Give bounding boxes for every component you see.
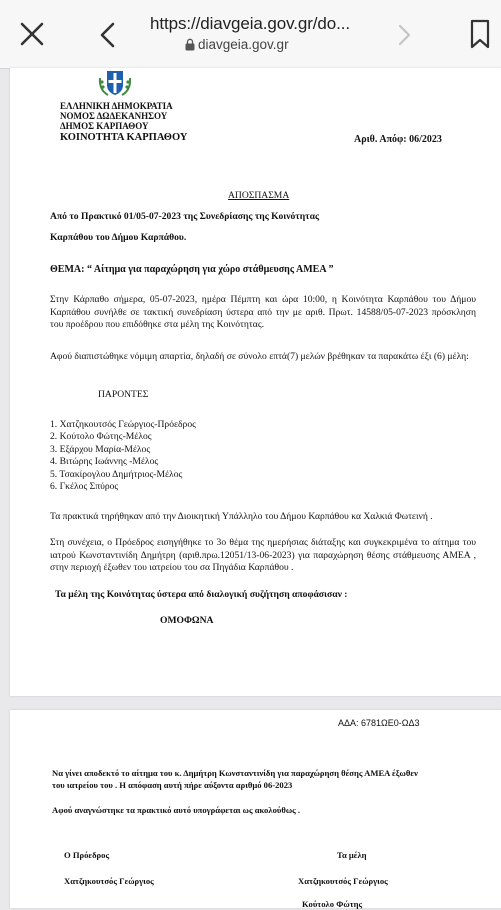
- close-icon[interactable]: [18, 20, 46, 48]
- page-title[interactable]: https://diavgeia.gov.gr/do...: [150, 14, 350, 33]
- document-heading: ΑΠΟΣΠΑΣΜΑ: [228, 190, 290, 201]
- back-chevron-icon[interactable]: [98, 21, 118, 49]
- header-line-2: ΝΟΜΟΣ ΔΩΔΕΚΑΝΗΣΟΥ: [60, 111, 168, 121]
- header-line-4: ΚΟΙΝΟΤΗΤΑ ΚΑΡΠΑΘΟΥ: [60, 132, 188, 143]
- subject-line: ΘΕΜΑ: “ Αίτημα για παραχώρηση για χώρο στάθμευσης ΑΜΕΑ ”: [50, 264, 334, 275]
- members-title: Τα μέλη: [337, 850, 367, 860]
- list-item: 5. Τσακίρογλου Δημήτριος-Μέλος: [50, 468, 183, 480]
- resolution-line-1: Να γίνει αποδεκτό το αίτημα του κ. Δημήτρη Κωνσταντινίδη για παραχώρηση θέσης ΑΜΕΑ έξωθεν: [52, 768, 418, 778]
- members-list: [50, 419, 196, 493]
- forward-chevron-icon[interactable]: [396, 23, 412, 47]
- intro-line-2: Καρπάθου του Δήμου Καρπάθου.: [50, 232, 187, 243]
- present-heading: ΠΑΡΟΝΤΕΣ: [98, 389, 149, 400]
- lock-icon: [185, 38, 195, 51]
- bookmark-icon[interactable]: [470, 19, 490, 49]
- list-item: 3. Εξάρχου Μαρία-Μέλος: [50, 443, 151, 455]
- list-item: 6. Γκέλος Σπύρος: [50, 481, 119, 493]
- resolution-line-2: του ιατρείου του . Η απόφαση αυτή πήρε αύξοντα αριθμό 06-2023: [52, 780, 293, 790]
- document-page-2: [10, 710, 501, 908]
- list-item: 2. Κούτολο Φώτης-Μέλος: [50, 431, 152, 443]
- paragraph-session: Στην Κάρπαθο σήμερα, 05-07-2023, ημέρα Πέμπτη και ώρα 10:00, η Κοινότητα Καρπάθου του Δήμου Καρπάθου συνήλθε σε τακτική συνεδρίαση ύστερα από την με αριθ. Πρωτ. 14588/05-07-2023 πρόσκληση του προέδρου που επιδόθηκε στα μέλη της Κοινότητας.: [50, 294, 476, 330]
- member-name: Κούτολο Φώτης: [302, 899, 363, 909]
- paragraph-minutes: Τα πρακτικά τηρήθηκαν από την Διοικητική Υπάλληλο του Δήμου Καρπάθου κα Χαλκιά Φωτεινή .: [50, 511, 433, 522]
- intro-line-1: Από το Πρακτικό 01/05-07-2023 της Συνεδρίασης της Κοινότητας: [50, 211, 319, 222]
- greek-emblem-icon: [96, 68, 134, 98]
- president-title: Ο Πρόεδρος: [64, 850, 110, 860]
- header-line-3: ΔΗΜΟΣ ΚΑΡΠΑΘΟΥ: [60, 121, 149, 131]
- decision-line: Τα μέλη της Κοινότητας ύστερα από διαλογική συζήτηση αποφάσισαν :: [55, 589, 348, 600]
- url-domain[interactable]: diavgeia.gov.gr: [198, 37, 289, 52]
- member-name: Χατζηκουτσός Γεώργιος: [298, 876, 388, 886]
- list-item: 4. Βιτώρης Ιωάννης -Μέλος: [50, 456, 159, 468]
- ada-code: ΑΔΑ: 6781ΩΕ0-ΩΔ3: [338, 718, 420, 728]
- paragraph-proposal: Στη συνέχεια, ο Πρόεδρος εισηγήθηκε το 3ο θέμα της ημερήσιας διάταξης και συγκεκριμένα το αίτημα του ιατρού Κωνσταντινίδη Δημήτρη (αριθ.πρω.12051/13-06-2023) για παραχώρηση θέσης στάθμευσης ΑΜΕΑ , στην περιοχή έξωθεν του ιατρείου του σα Πηγάδια Καρπάθου .: [50, 537, 476, 573]
- document-page-1: [10, 68, 501, 696]
- read-line: Αφού αναγνώστηκε τα πρακτικό αυτό υπογράφεται ως ακολούθως .: [52, 805, 301, 815]
- president-name: Χατζηκουτσός Γεώργιος: [64, 876, 154, 886]
- header-line-1: ΕΛΛΗΝΙΚΗ ΔΗΜΟΚΡΑΤΙΑ: [60, 101, 173, 111]
- list-item: 1. Χατζηκουτσός Γεώργιος-Πρόεδρος: [50, 419, 196, 430]
- browser-toolbar: [0, 0, 501, 69]
- unanimous-label: ΟΜΟΦΩΝΑ: [160, 615, 214, 626]
- decision-number: Αριθ. Απόφ: 06/2023: [354, 134, 442, 145]
- paragraph-quorum: Αφού διαπιστώθηκε νόμιμη απαρτία, δηλαδή σε σύνολο επτά(7) μελών βρέθηκαν τα παρακάτω έξι (6) μέλη:: [50, 351, 469, 362]
